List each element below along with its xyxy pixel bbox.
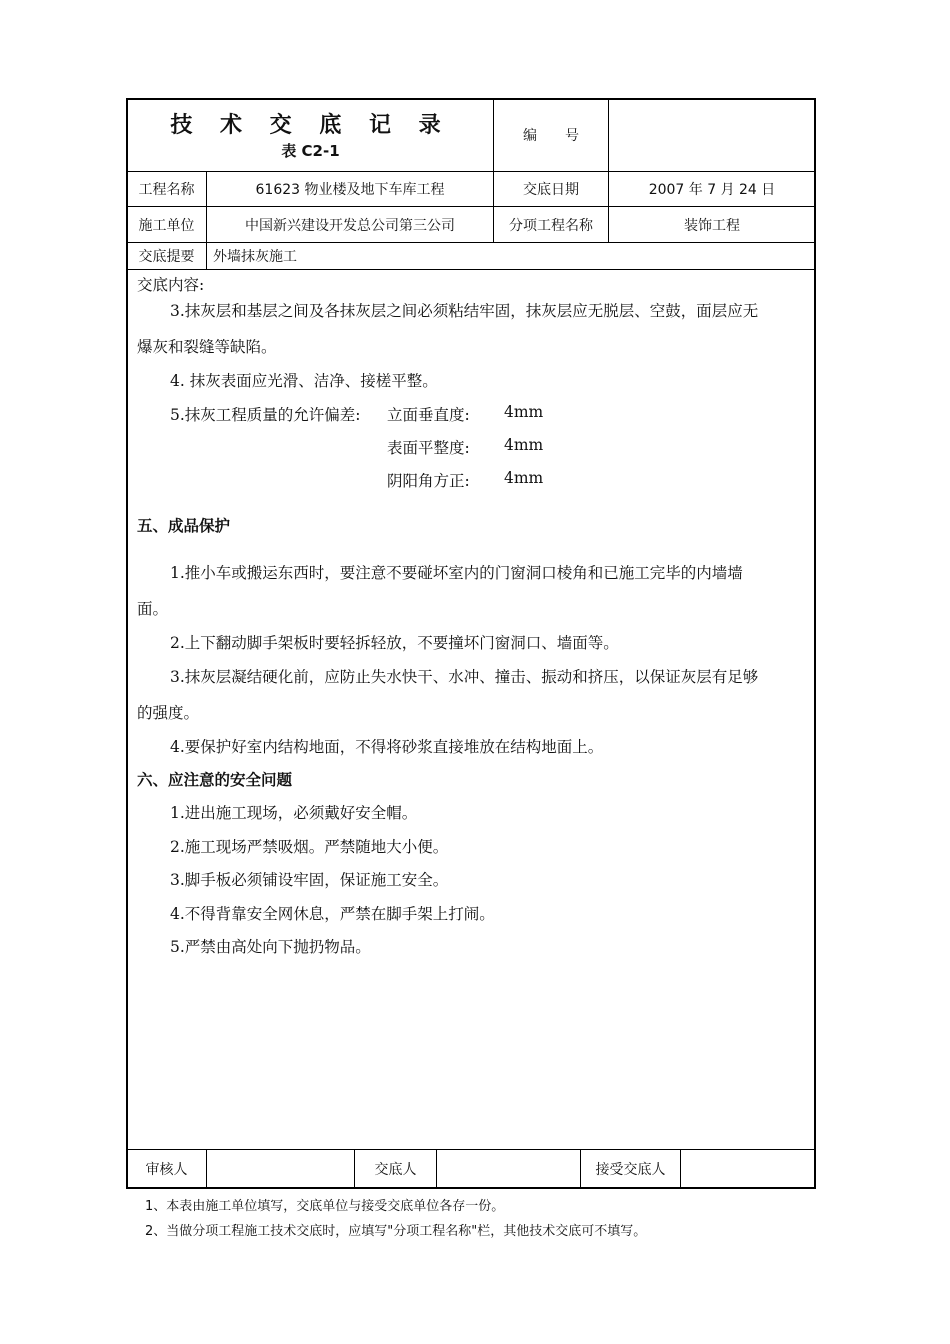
s6-item: 3.脚手板必须铺设牢固，保证施工安全。 — [170, 871, 449, 889]
s5-item3-line2: 的强度。 — [137, 704, 200, 722]
number-value[interactable] — [609, 99, 815, 171]
item5-prefix: 5.抹灰工程质量的允许偏差: — [170, 406, 361, 424]
s5-item3-line1: 3.抹灰层凝结硬化前，应防止失水快干、水冲、撞击、振动和挤压，以保证灰层有足够 — [170, 668, 759, 686]
tolerance-value: 4mm — [504, 403, 544, 421]
project-name-value[interactable]: 61623 物业楼及地下车库工程 — [255, 182, 445, 198]
s5-item2: 2.上下翻动脚手架板时要轻拆轻放，不要撞坏门窗洞口、墙面等。 — [170, 634, 619, 652]
date-value[interactable]: 2007 年 7 月 24 日 — [648, 182, 776, 198]
s6-item: 4.不得背靠安全网休息，严禁在脚手架上打闹。 — [170, 905, 495, 923]
footnote: 1、本表由施工单位填写，交底单位与接受交底单位各存一份。 — [145, 1199, 505, 1214]
s5-item4: 4.要保护好室内结构地面，不得将砂浆直接堆放在结构地面上。 — [170, 738, 604, 756]
section5-title: 五、成品保护 — [137, 517, 231, 535]
tolerance-name: 立面垂直度: — [387, 406, 470, 424]
receiver-label: 接受交底人 — [595, 1162, 666, 1178]
subproject-label: 分项工程名称 — [509, 217, 593, 234]
reviewer-field[interactable] — [207, 1150, 354, 1188]
receiver-field[interactable] — [681, 1150, 815, 1188]
discloser-label: 交底人 — [374, 1162, 417, 1178]
item3-line2: 爆灰和裂缝等缺陷。 — [137, 338, 277, 356]
item3-line1: 3.抹灰层和基层之间及各抹灰层之间必须粘结牢固，抹灰层应无脱层、空鼓，面层应无 — [170, 302, 759, 320]
rule-row3-bottom — [127, 269, 815, 270]
date-label: 交底日期 — [523, 182, 579, 198]
s5-item1-line1: 1.推小车或搬运东西时，要注意不要碰坏室内的门窗洞口棱角和已施工完毕的内墙墙 — [170, 564, 743, 582]
content-intro: 交底内容: — [137, 276, 205, 294]
tolerance-value: 4mm — [504, 436, 544, 454]
section6-title: 六、应注意的安全问题 — [137, 771, 293, 789]
footnote: 2、当做分项工程施工技术交底时，应填写"分项工程名称"栏，其他技术交底可不填写。 — [145, 1224, 647, 1239]
s6-item: 1.进出施工现场，必须戴好安全帽。 — [170, 804, 418, 822]
s6-item: 2.施工现场严禁吸烟。严禁随地大小便。 — [170, 838, 449, 856]
discloser-field[interactable] — [437, 1150, 580, 1188]
project-name-label: 工程名称 — [138, 182, 195, 198]
number-label: 编 号 — [523, 128, 579, 144]
reviewer-label: 审核人 — [145, 1162, 188, 1178]
unit-label: 施工单位 — [138, 217, 195, 234]
subproject-value[interactable]: 装饰工程 — [684, 217, 740, 234]
summary-label: 交底提要 — [138, 249, 195, 265]
unit-value[interactable]: 中国新兴建设开发总公司第三公司 — [245, 217, 455, 234]
tolerance-name: 表面平整度: — [387, 439, 470, 457]
summary-value[interactable]: 外墙抹灰施工 — [213, 249, 297, 265]
s6-item: 5.严禁由高处向下抛扔物品。 — [170, 938, 371, 956]
item4: 4. 抹灰表面应光滑、洁净、接槎平整。 — [170, 372, 438, 390]
form-title: 技 术 交 底 记 录 — [170, 112, 451, 138]
form-code: 表 C2-1 — [281, 142, 340, 160]
tolerance-value: 4mm — [504, 469, 544, 487]
tolerance-name: 阴阳角方正: — [387, 472, 470, 490]
s5-item1-line2: 面。 — [137, 600, 169, 618]
